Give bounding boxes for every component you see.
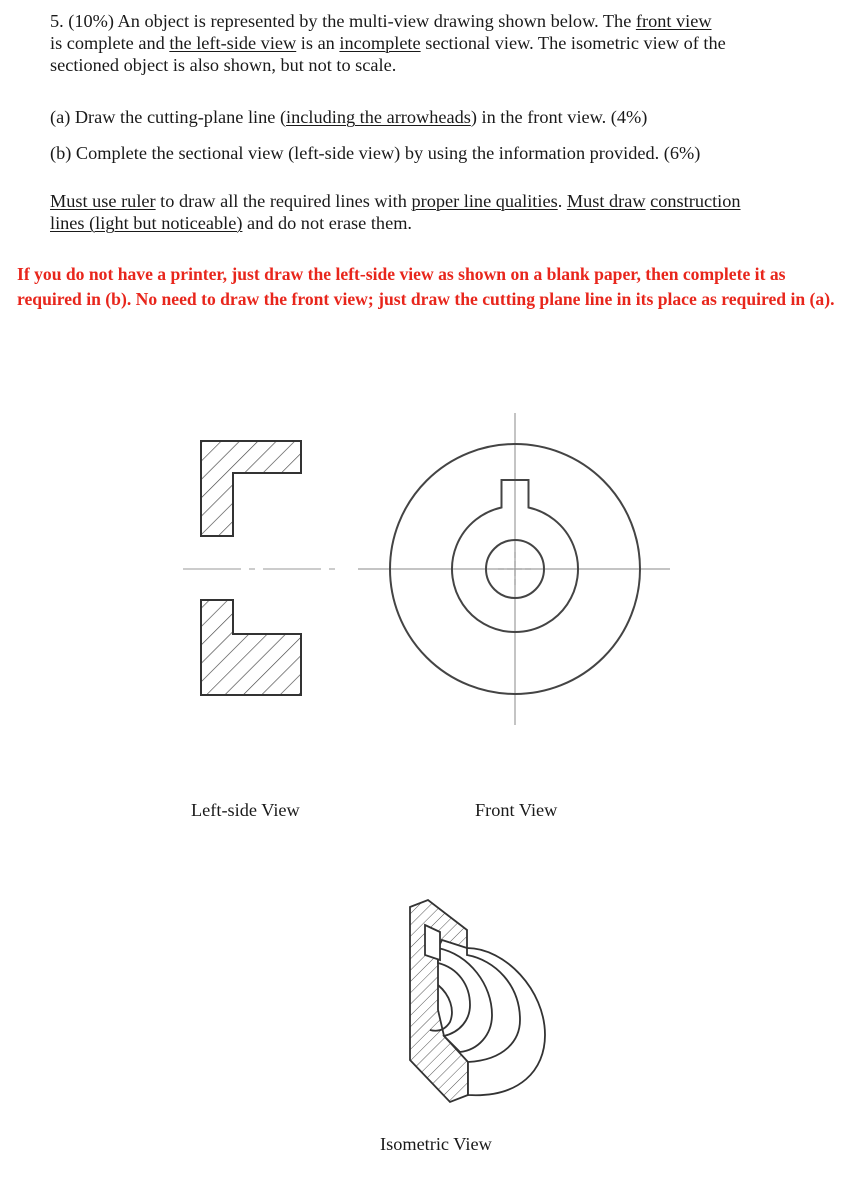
left-side-view-drawing [183,441,335,695]
question-line-3: sectioned object is also shown, but not to scale. [50,55,397,75]
instructions: Must use ruler to draw all the required lines with proper line qualities. Must draw construction lines (light but noticeable) and do not erase them. [50,191,741,233]
left-side-view-label: Left-side View [191,800,300,820]
iso-section-face [410,900,468,1102]
iso-keyway [425,925,440,960]
isometric-view-drawing [410,900,545,1102]
front-view-term: front view [635,11,712,31]
arrowheads-term: including the arrowheads [286,107,471,127]
printer-note: If you do not have a printer, just draw the left-side view as shown on a blank paper, then complete it as required in (b). No need to draw the front view; just draw the cutting plane line in its place as required in (a). [17,264,835,309]
left-side-view-term: the left-side view [169,33,297,53]
part-b: (b) Complete the sectional view (left-side view) by using the information provided. (6%) [50,143,701,163]
section-bottom-piece [201,600,301,695]
isometric-view-label: Isometric View [380,1134,492,1154]
question-line-2: is complete and the left-side view is an incomplete sectional view. The isometric view of the [50,33,726,53]
question-line-1: 5. (10%) An object is represented by the multi-view drawing shown below. The front view [50,11,712,31]
front-view-label: Front View [475,800,558,820]
iso-hub-surface [438,948,492,1052]
incomplete-term: incomplete [339,33,421,53]
front-view-drawing [358,413,670,725]
part-a: (a) Draw the cutting-plane line (including the arrowheads) in the front view. (4%) [50,107,648,127]
section-top-piece [201,441,301,536]
